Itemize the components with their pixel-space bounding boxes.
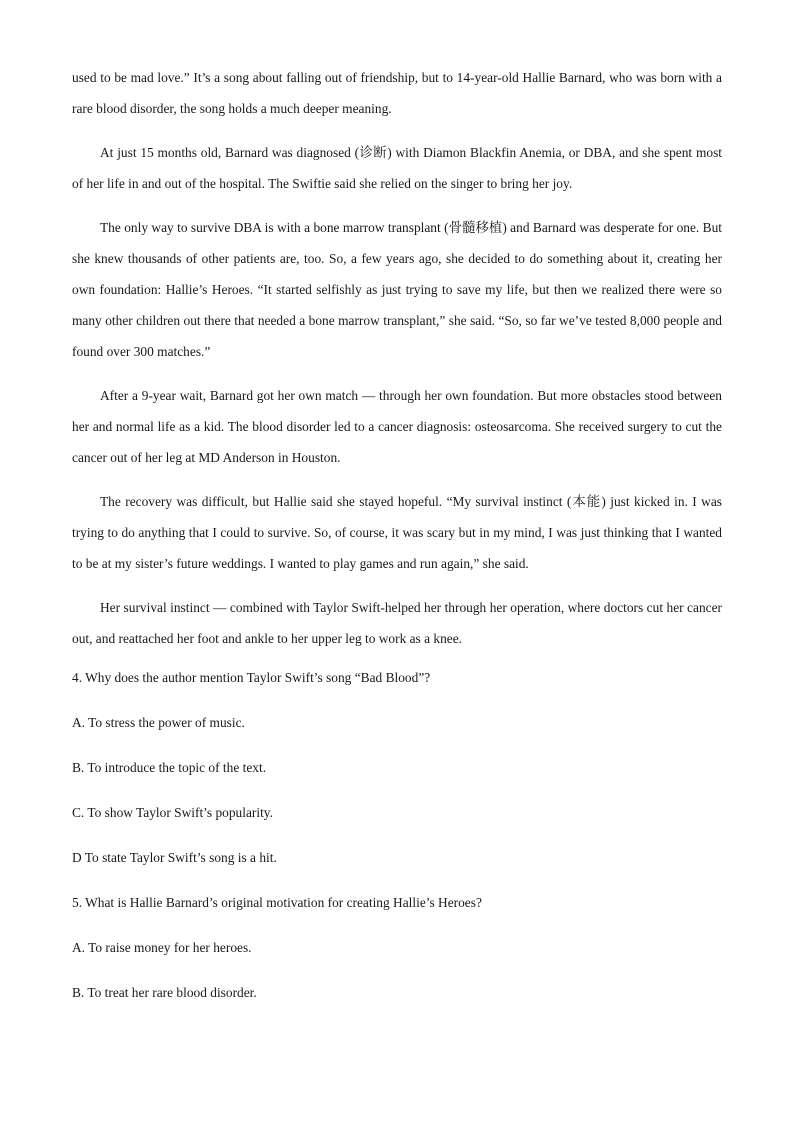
question-5 — [72, 892, 722, 1004]
passage-paragraph-3: The only way to survive DBA is with a bone marrow transplant (骨髓移植) and Barnard was desperate for one. But she knew thousands of other patients are, too. So, a few years ago, she decided to do something about it, creating her own foundation: Hallie’s Heroes. “It started selfishly as just trying to save my life, but then we realized there were so many other children out there that needed a bone marrow transplant,” she said. “So, so far we’ve tested 8,000 people and found over 300 matches.” — [72, 220, 722, 359]
option-a: A. To stress the power of music. — [72, 715, 245, 730]
question-stem: 5. What is Hallie Barnard’s original motivation for creating Hallie’s Heroes? — [72, 895, 482, 910]
passage-paragraph-5: The recovery was difficult, but Hallie said she stayed hopeful. “My survival instinct (本能) just kicked in. I was trying to do anything that I could to survive. So, of course, it was scary but in my mind, I was just thinking that I wanted to be at my sister’s future weddings. I wanted to play games and run again,” she said. — [72, 494, 722, 571]
passage-paragraph-2: At just 15 months old, Barnard was diagnosed (诊断) with Diamon Blackfin Anemia, or DBA, and she spent most of her life in and out of the hospital. The Swiftie said she relied on the singer to bring her joy. — [72, 145, 722, 191]
option-c: C. To show Taylor Swift’s popularity. — [72, 805, 273, 820]
option-b: B. To treat her rare blood disorder. — [72, 985, 257, 1000]
option-d: D To state Taylor Swift’s song is a hit. — [72, 850, 277, 865]
passage — [72, 62, 722, 654]
passage-paragraph-6: Her survival instinct — combined with Taylor Swift-helped her through her operation, where doctors cut her cancer out, and reattached her foot and ankle to her upper leg to work as a knee. — [72, 600, 722, 646]
document-page — [72, 62, 722, 1027]
question-stem: 4. Why does the author mention Taylor Swift’s song “Bad Blood”? — [72, 670, 431, 685]
option-a: A. To raise money for her heroes. — [72, 940, 252, 955]
passage-paragraph-1: used to be mad love.” It’s a song about falling out of friendship, but to 14-year-old Hallie Barnard, who was born with a rare blood disorder, the song holds a much deeper meaning. — [72, 70, 722, 116]
passage-paragraph-4: After a 9-year wait, Barnard got her own match — through her own foundation. But more obstacles stood between her and normal life as a kid. The blood disorder led to a cancer diagnosis: osteosarcoma. She received surgery to cut the cancer out of her leg at MD Anderson in Houston. — [72, 388, 722, 465]
option-b: B. To introduce the topic of the text. — [72, 760, 267, 775]
question-4 — [72, 667, 722, 869]
